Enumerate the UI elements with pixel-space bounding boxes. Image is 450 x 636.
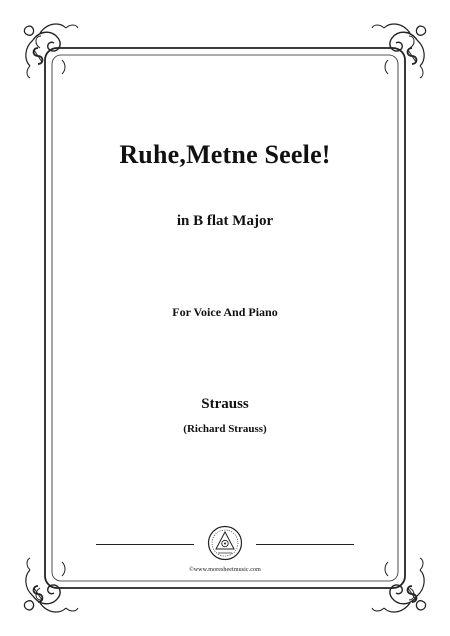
- footer-rule-left: [96, 544, 194, 545]
- publisher-seal-icon: [207, 525, 243, 561]
- score-key: in B flat Major: [176, 213, 274, 229]
- publisher-website: ©www.moresheetmusic.com: [189, 567, 261, 573]
- score-instrumentation: For Voice And Piano: [172, 305, 278, 319]
- composer-full-name: (Richard Strauss): [183, 423, 267, 435]
- corner-s-top-left: [34, 48, 43, 64]
- corner-s-top-right: [408, 48, 417, 64]
- composer-name: Strauss: [201, 396, 249, 412]
- corner-ornament-top-left: [24, 24, 78, 78]
- score-title: Ruhe,Metne Seele!: [119, 140, 331, 169]
- corner-ornament-top-right: [372, 24, 426, 78]
- footer-rule-right: [256, 544, 354, 545]
